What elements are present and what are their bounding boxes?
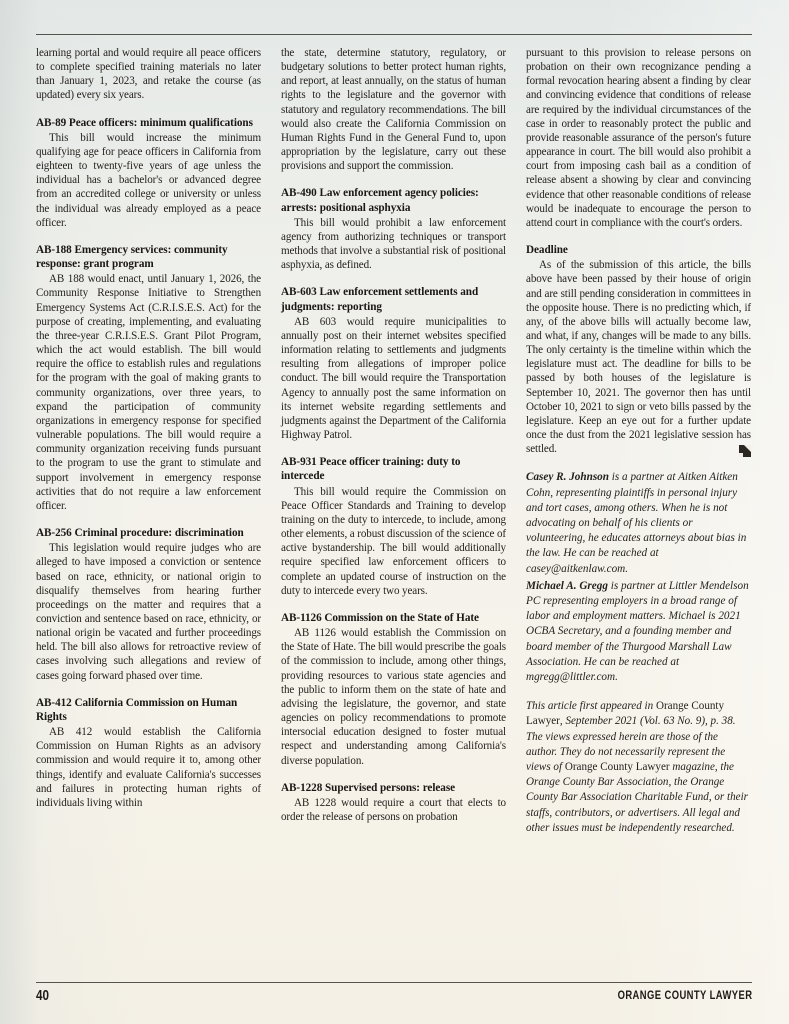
- paragraph-continued: the state, determine statutory, regulatory, or budgetary solutions to better protect human rights, and report, at least annually, on the status of human rights to the legislature and the governor with statutory and regulatory recommendations. The bill would also create the California Commission on Human Rights Fund in the General Fund to, upon appropriation by the legislature, carry out these provisions and support the commission.: [281, 47, 506, 173]
- author-bio-1: [526, 456, 751, 576]
- publication-disclaimer: [526, 685, 751, 836]
- disclaimer-magazine-name-1: Orange County Lawyer: [526, 700, 725, 728]
- heading-ab-256: AB-256 Criminal procedure: discrimination: [36, 526, 244, 539]
- page-number: 40: [36, 987, 50, 1004]
- paragraph-continued: pursuant to this provision to release persons on probation on their own recognizance pending a formal revocation hearing absent a finding by clear and convincing evidence that conditions of release are required by the individual circumstances of the case in order to reasonably protect the public and provide reasonable assurance of the person's future appearance in court. The bill would also prohibit a court from imposing cash bail as a condition of release absent a showing by clear and convincing evidence that other reasonable conditions of release would be inadequate to encourage the person to attend court in compliance with the court's orders.: [526, 47, 751, 229]
- page-footer: [36, 988, 752, 1016]
- author-bio-2-text: is partner at Littler Mendelson PC representing employers in a broad range of labor and employment matters. Michael is 2021 OCBA Secretary, and a founding member and board member of the Thurgood Marshall Law Association. He can be reached at mgregg@littler.com.: [526, 579, 749, 684]
- heading-ab-89: AB-89 Peace officers: minimum qualifications: [36, 116, 253, 129]
- paragraph-ab-1228: AB 1228 would require a court that elects to order the release of persons on probation: [281, 796, 506, 824]
- article-columns: [36, 46, 752, 976]
- heading-ab-1228: AB-1228 Supervised persons: release: [281, 781, 456, 794]
- top-divider-rule: [36, 34, 752, 35]
- disclaimer-part-2: , September 2021 (Vol. 63 No. 9), p. 38. The views expressed herein are those of the author. They do not necessarily represent the views of: [526, 715, 736, 774]
- footer-divider-rule: [36, 982, 752, 983]
- paragraph-ab-256: This legislation would require judges who are alleged to have imposed a conviction or sentence based on race, ethnicity, or national origin to disqualify themselves from hearing further proceedings on the matter and requires that a conviction and sentence based on race, ethnicity, or national origin be vacated and further proceedings held. The bill also allows for retroactive review of cases involving such allegations and review of cases going forward phased over time.: [36, 542, 261, 682]
- paragraph-continued: learning portal and would require all peace officers to complete specified training materials no later than January 1, 2023, and retake the course (as updated) every six years.: [36, 47, 261, 102]
- publication-name: ORANGE COUNTY LAWYER: [617, 990, 752, 1002]
- disclaimer-magazine-name-2: Orange County Lawyer: [564, 761, 670, 774]
- paragraph-ab-412: AB 412 would establish the California Commission on Human Rights as an advisory commission and would require it to, among other things, identify and evaluate California's successes and failures in protecting human rights of individuals living within: [36, 726, 261, 809]
- heading-ab-603: AB-603 Law enforcement settlements and judgments: reporting: [281, 286, 479, 313]
- author-bio-2: [526, 577, 751, 685]
- disclaimer-part-1: This article first appeared in: [526, 700, 656, 713]
- end-of-article-marker-wrap: [526, 443, 751, 456]
- column-1: [36, 46, 261, 976]
- disclaimer-part-3: magazine, the Orange County Bar Association, the Orange County Bar Association Charitable Fund, or their staffs, contributors, or advertisers. All legal and other issues must be independently researched.: [526, 761, 748, 834]
- paragraph-ab-188: AB 188 would enact, until January 1, 2026, the Community Response Initiative to Strengthen Emergency Systems Act (C.R.I.S.E.S. Act) for the purpose of creating, implementing, and evaluating the three-year C.R.I.S.E.S. Grant Pilot Program, which the act would establish. The bill would require the office to establish rules and regulations for the program with the goal of making grants to community organizations, over three years, to expand the participation of community organizations in emergency response for specified vulnerable populations. The bill would require a community organization receiving funds pursuant to the program to use the grant to stimulate and support involvement in emergency response activities that do not require a law enforcement officer.: [36, 273, 261, 512]
- paragraph-deadline: As of the submission of this article, the bills above have been passed by their house of origin and are still pending consideration in committees in the opposite house. There is no predicting which, if any, of the above bills will actually become law, and what, if any, changes will be made to any bills. The only certainty is the timeline within which the legislature must act. The deadline for bills to be passed by both houses of the legislature is September 10, 2021. The governor then has until October 10, 2021 to sign or veto bills passed by the legislature. Keep an eye out for a further update once the dust from the 2021 legislative session has settled.: [526, 259, 751, 456]
- author-name-1: Casey R. Johnson: [526, 471, 609, 484]
- paragraph-ab-931: This bill would require the Commission on Peace Officer Standards and Training to develop training on the duty to intercede, to include, among other elements, a robust discussion of the science of active bystandership. The bill would additionally require specified law enforcement officers to complete an updated course of instruction on the duty to intercede every two years.: [281, 485, 506, 597]
- heading-ab-1126: AB-1126 Commission on the State of Hate: [281, 611, 479, 624]
- paragraph-ab-1126: AB 1126 would establish the Commission on the State of Hate. The bill would prescribe the goals of the commission to include, among other things, providing resources to various state agencies and the public to inform them on the state of hate and advising the legislature, the governor, and state agencies on policy recommendations to promote intersocial education designed to foster mutual respect and understanding among California's diverse population.: [281, 627, 506, 767]
- heading-ab-188: AB-188 Emergency services: community response: grant program: [36, 243, 228, 271]
- heading-deadline: Deadline: [526, 244, 568, 257]
- heading-ab-412: AB-412 California Commission on Human Rights: [36, 696, 238, 723]
- author-name-2: Michael A. Gregg: [526, 579, 608, 592]
- end-of-article-icon: [739, 445, 751, 457]
- paragraph-ab-490: This bill would prohibit a law enforcement agency from authorizing techniques or transport methods that involve a substantial risk of positional asphyxia, as defined.: [281, 216, 506, 272]
- paragraph-ab-603: AB 603 would require municipalities to annually post on their internet websites specified information relating to settlements and judgments resulting from allegations of improper police conduct. The bill would require the Transportation Agency to annually post the same information on its internet website regarding settlements and judgments against the Department of the California Highway Patrol.: [281, 315, 506, 442]
- paragraph-ab-89: This bill would increase the minimum qualifying age for peace officers in California from eighteen to twenty-five years of age unless the individual has a bachelor's or advanced degree from an accredited college or university or unless the individual was already employed as a peace officer.: [36, 131, 261, 229]
- heading-ab-931: AB-931 Peace officer training: duty to intercede: [281, 456, 461, 483]
- author-bio-1-text: is a partner at Aitken Aitken Cohn, representing plaintiffs in personal injury and tort cases, among others. When he is not advocating on behalf of his clients or volunteering, he educates attorneys about bias in the law. He can be reached at casey@aitkenlaw.com.: [526, 471, 747, 575]
- heading-ab-490: AB-490 Law enforcement agency policies: arrests: positional asphyxia: [281, 187, 479, 214]
- column-2: [281, 46, 506, 976]
- column-3: [526, 46, 751, 976]
